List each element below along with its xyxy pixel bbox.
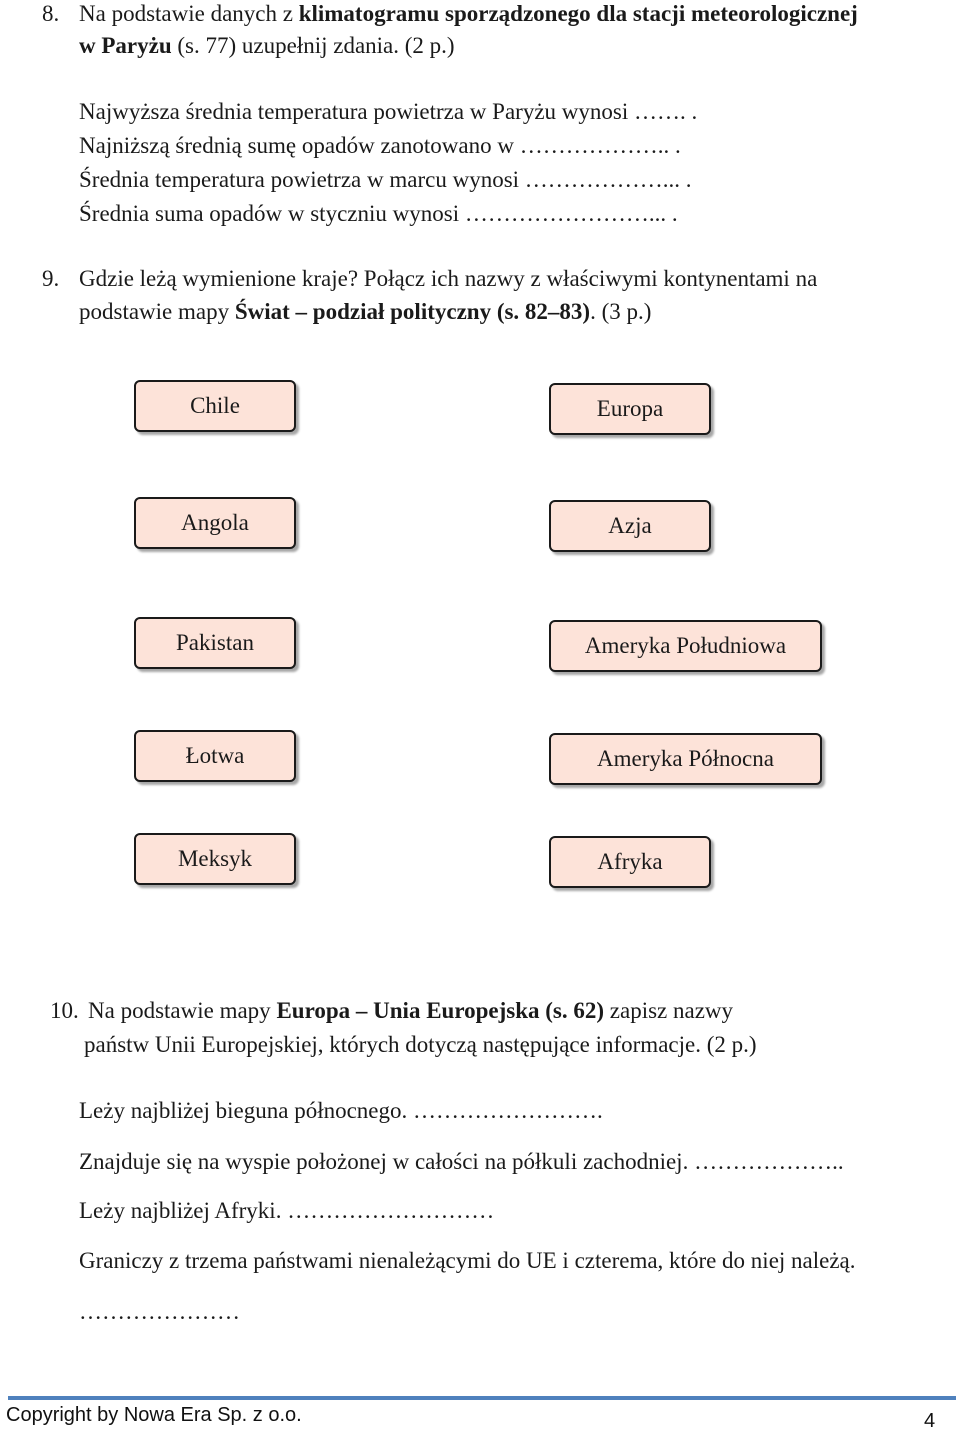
q8-heading-line2: [79, 32, 455, 60]
q10-item-4: Graniczy z trzema państwami nienależącymi do UE i czterema, które do niej należą.: [79, 1248, 856, 1273]
footer-copyright: Copyright by Nowa Era Sp. z o.o.: [6, 1404, 302, 1426]
continent-box-azja[interactable]: Azja: [549, 500, 711, 552]
country-box-meksyk[interactable]: Meksyk: [134, 833, 296, 885]
q8-intro: Na podstawie danych z: [79, 1, 299, 26]
q10-heading-line1: [88, 997, 733, 1025]
q8-tail: (s. 77) uzupełnij zdania. (2 p.): [171, 33, 455, 58]
q9-heading-line2: [79, 298, 651, 326]
q8-bold-place: w Paryżu: [79, 33, 172, 58]
q8-sentence-4: Średnia suma opadów w styczniu wynosi ……………………... .: [79, 201, 678, 226]
q10-item-3: Leży najbliżej Afryki. ………………………: [79, 1198, 495, 1223]
continent-box-afryka[interactable]: Afryka: [549, 836, 711, 888]
page-number: 4: [924, 1410, 936, 1432]
q9-number: 9.: [42, 266, 60, 291]
q10-number: 10.: [50, 998, 79, 1023]
continent-box-ameryka-polnocna[interactable]: Ameryka Północna: [549, 733, 822, 785]
q10-answer-line: …………………: [79, 1299, 240, 1324]
q9-map-title: Świat – podział polityczny (s. 82–83): [234, 299, 591, 324]
country-box-angola[interactable]: Angola: [134, 497, 296, 549]
q8-sentence-2: Najniższą średnią sumę opadów zanotowano w ……………….. .: [79, 133, 681, 158]
country-box-lotwa[interactable]: Łotwa: [134, 730, 296, 782]
footer-rule: [8, 1396, 956, 1400]
country-box-chile[interactable]: Chile: [134, 380, 296, 432]
continent-box-europa[interactable]: Europa: [549, 383, 711, 435]
q8-bold-source: klimatogramu sporządzonego dla stacji meteorologicznej: [298, 1, 858, 26]
continent-box-ameryka-poludniowa[interactable]: Ameryka Południowa: [549, 620, 822, 672]
q8-sentence-1: Najwyższa średnia temperatura powietrza w Paryżu wynosi ……. .: [79, 99, 698, 124]
q9-heading-line1: Gdzie leżą wymienione kraje? Połącz ich nazwy z właściwymi kontynentami na: [79, 266, 818, 291]
q8-number: 8.: [42, 1, 60, 26]
q9-line2-pre: podstawie mapy: [79, 299, 235, 324]
q10-line1-pre: Na podstawie mapy: [88, 998, 277, 1023]
q10-heading-line2: państw Unii Europejskiej, których dotyczą następujące informacje. (2 p.): [84, 1032, 757, 1057]
q10-map-title: Europa – Unia Europejska (s. 62): [276, 998, 605, 1023]
q8-heading-line1: [79, 0, 858, 28]
q8-sentence-3: Średnia temperatura powietrza w marcu wynosi ………………... .: [79, 167, 692, 192]
q10-item-2: Znajduje się na wyspie położonej w całości na półkuli zachodniej. ………………..: [79, 1149, 844, 1174]
q10-line1-post: zapisz nazwy: [604, 998, 734, 1023]
country-box-pakistan[interactable]: Pakistan: [134, 617, 296, 669]
q9-line2-post: . (3 p.): [590, 299, 652, 324]
q10-item-1: Leży najbliżej bieguna północnego. …………………….: [79, 1098, 603, 1123]
